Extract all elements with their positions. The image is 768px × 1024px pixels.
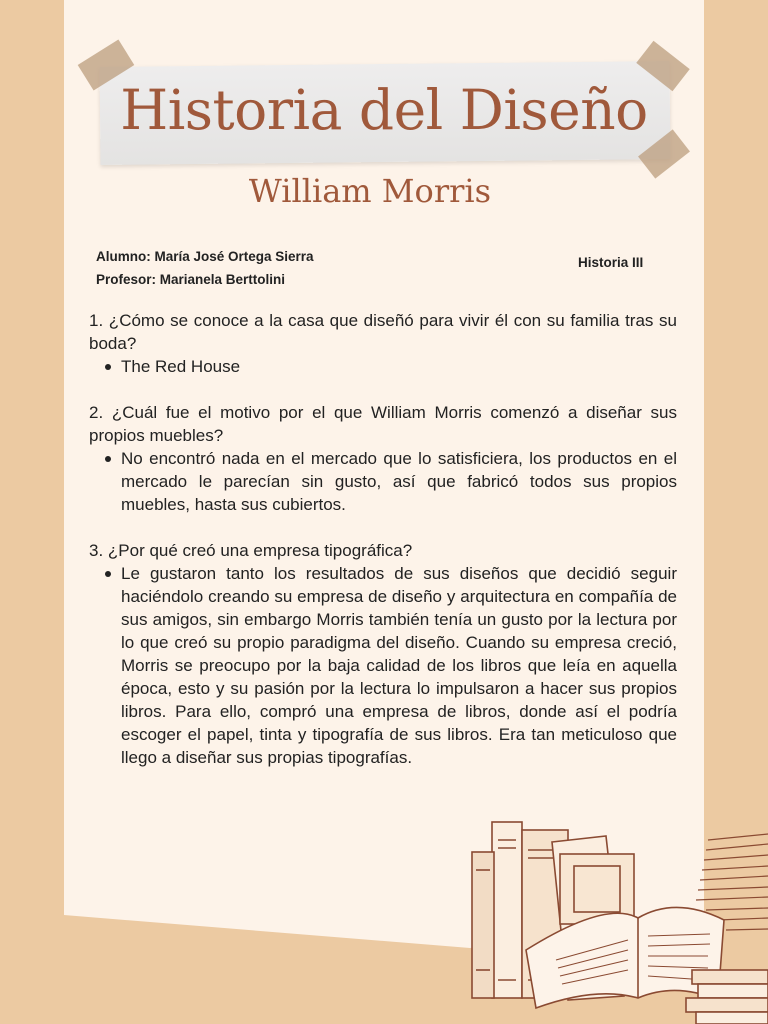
page-subtitle: William Morris <box>248 172 492 210</box>
student-name: Alumno: María José Ortega Sierra <box>96 249 314 264</box>
books-illustration-icon <box>456 800 768 1024</box>
answer-item: No encontró nada en el mercado que lo satisficiera, los productos en el mercado le parecían sin gusto, así que fabricó todos sus propios muebles, hasta sus cubiertos. <box>121 449 677 514</box>
professor-name: Profesor: Marianela Berttolini <box>96 272 286 287</box>
answer-item: Le gustaron tanto los resultados de sus diseños que decidió seguir haciéndolo creando su empresa de diseño y arquitectura en compañía de sus amigos, sin embargo Morris también tenía un gusto por la lectura por lo que creó su propio paradigma del diseño. Cuando su empresa creció, Morris se preocupo por la baja calidad de los libros que leía en aquella época, esto y su pasión por la lectura lo impulsaron a hacer sus propios libros. Para ello, compró una empresa de libros, donde así el podría escoger el papel, tinta y tipografía de sus libros. Era tan meticuloso que llego a diseñar sus propias tipografías. <box>121 564 677 767</box>
question-text: 3. ¿Por qué creó una empresa tipográfica? <box>89 541 413 560</box>
question-block <box>89 539 677 769</box>
answer-list <box>89 355 677 378</box>
question-block <box>89 401 677 516</box>
course-name: Historia III <box>578 255 644 270</box>
question-text: 1. ¿Cómo se conoce a la casa que diseñó para vivir él con su familia tras su boda? <box>89 311 677 353</box>
page-title: Historia del Diseño <box>120 78 648 142</box>
answer-item: The Red House <box>121 355 677 378</box>
question-block <box>89 309 677 378</box>
answer-list <box>89 562 677 769</box>
answer-list <box>89 447 677 516</box>
question-text: 2. ¿Cuál fue el motivo por el que William Morris comenzó a diseñar sus propios muebles? <box>89 403 677 445</box>
questions-list <box>89 309 677 792</box>
